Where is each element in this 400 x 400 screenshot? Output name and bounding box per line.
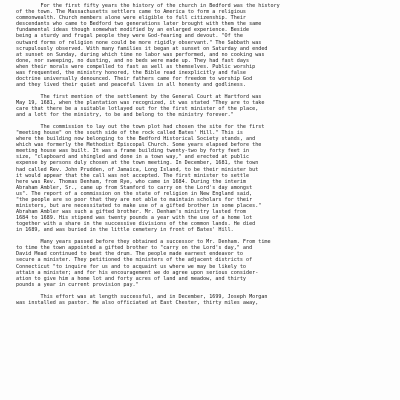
text-line: commonwealth. Church members alone were eligible to full citizenship. Their xyxy=(16,15,247,22)
text-line: it would appear that the call was not accepted. The first minister to settle xyxy=(16,172,250,179)
text-line: being a sturdy and frugal people they were God-fearing and devout. "Of the xyxy=(16,33,243,40)
text-line: "the people are so poor that they are not able to maintain scholars for their xyxy=(16,197,253,203)
text-line: fundamental ideas though somewhat modified by an enlarged experience. Beside xyxy=(16,27,250,34)
text-line: and they lived their quiet and peaceful lives in all honesty and godliness. xyxy=(16,82,247,89)
text-line: which was formerly the Methodist Episcopal Church. Some years elapsed before the xyxy=(16,142,262,149)
text-line: attain a minister; and for his encouragement we do agree upon serious consider- xyxy=(16,269,259,276)
text-line: The first mention of the settlement by the General Court at Hartford was xyxy=(16,93,262,100)
text-line: to time the town appointed a gifted brother to "carry on the Lord's day," and xyxy=(16,245,253,252)
text-line: Connecticut "to inquire for us and to acquaint us where we may be likely to xyxy=(16,263,247,270)
text-line: Abraham Ambler was such a gifted brother. Mr. Denham's ministry lasted from xyxy=(16,209,247,216)
text-line: of the town. The Massachusetts settlers came to America to form a religious xyxy=(16,9,247,16)
text-line: care that there be a suitable lotlayed out for the first minister of the place, xyxy=(16,106,259,113)
text-line: Abraham Ambler, Sr., came up from Stamford to carry on the Lord's day amongst xyxy=(16,184,253,191)
text-line: where the building now belonging to the Bedford Historical Society stands, and xyxy=(16,136,256,143)
text-line: descendants who came to Bedford two generations later brought with them the same xyxy=(16,21,262,28)
text-line: ation to give him a home lot and forty acres of land and meadow, and thirty xyxy=(16,275,247,282)
text-line: The commission to lay out the town plot had chosen the site for the first xyxy=(16,123,265,130)
text-line: 1684 to 1689. His stipend was twenty pounds a year with the use of a home lot xyxy=(16,215,253,222)
text-line: size, "clapboard and shingled and done in a town way," and erected at public xyxy=(16,154,250,161)
paragraph-first-mention xyxy=(16,94,396,118)
text-line: when their morals were compelled to fast as well as themselves. Public worship xyxy=(16,63,256,70)
paragraph-early-history xyxy=(16,3,396,88)
document-body xyxy=(16,3,396,311)
text-line: here was Rev. Thomas Denham, from Rye, who came in 1684. During the interim xyxy=(16,178,247,185)
text-line: This effort was at length successful, and in December, 1699, Joseph Morgan xyxy=(16,293,268,300)
text-line: had called Rev. John Prudden, of Jamaica, Long Island, to be their minister but xyxy=(16,166,259,173)
text-line: ministers, but are necessitated to make use of a gifted brother in some places." xyxy=(16,203,262,210)
text-line: David Mead continued to beat the drum. The people made earnest endeavor to xyxy=(16,251,243,258)
text-line: was frequented, the ministry honored, the Bible read inexplicitly and false xyxy=(16,70,247,77)
paragraph-morgan xyxy=(16,294,396,306)
text-line: doctrine universally denounced. Their fathers came for freedom to worship God xyxy=(16,76,253,83)
text-line: done, nor sweeping, no dusting, and no beds were made up. They had fast days xyxy=(16,57,250,64)
text-line: "meeting house" on the south side of the rock called Bates' Hill." This is xyxy=(16,129,243,136)
text-line: us". The report of a commission on the state of religion in New England said, xyxy=(16,190,253,197)
text-line: pounds a year in current provision pay." xyxy=(16,281,139,288)
text-line: scrupulously observed. With many families it began at sunset on Saturday and ended xyxy=(16,45,268,52)
text-line: meeting house was built. It was a frame building twenty-two by forty feet in xyxy=(16,148,250,155)
text-line: at sunset on Sunday, during which time no labor was performed, and no cooking was xyxy=(16,51,265,58)
text-line: Many years passed before they obtained a successor to Mr. Denham. From time xyxy=(16,239,271,246)
paragraph-successor xyxy=(16,239,396,288)
text-line: expense by persons duly chosen at the town meeting. In December, 1681, the town xyxy=(16,160,259,167)
text-line: together with a share in the successive divisions of the common lands. He died xyxy=(16,221,256,228)
text-line: and a lott for the ministry, to be and belong to the ministry forever." xyxy=(16,112,234,119)
text-line: was installed as pastor. He also officiated at East Chester, thirty miles away, xyxy=(16,299,259,306)
text-line: in 1689, and was buried in the little cemetery in front of Bates' Hill. xyxy=(16,227,234,234)
text-line: secure a minister. They petitioned the ministers of the adjacent districts of xyxy=(16,257,253,264)
paragraph-meeting-house xyxy=(16,124,396,234)
text-line: May 19, 1681, when the plantation was recognized, it was stated "They are to take xyxy=(16,100,265,106)
text-line: outward forms of religion none could be more rigidly observant." The Sabbath was xyxy=(16,39,262,46)
text-line: For the first fifty years the history of the church in Bedford was the history xyxy=(16,3,280,9)
